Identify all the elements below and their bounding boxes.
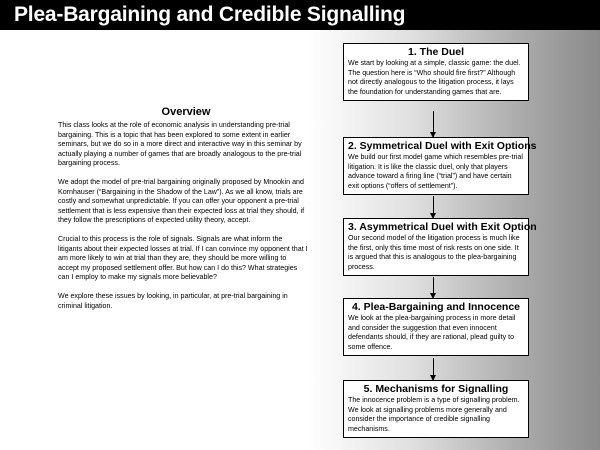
step-title-2: 2. Symmetrical Duel with Exit Options — [348, 140, 537, 152]
overview-paragraph-3: Crucial to this process is the role of signals. Signals are what inform the litigants about their expected losses at trial. If I can convince my opponent that I am more likely to win at trial than they are, they should be more willing to accept my proposed settlement offer. But how can I do this? What strategies can I employ to make my signals more believable? — [58, 234, 308, 282]
step-title-5: 5. Mechanisms for Signalling — [363, 383, 509, 395]
step-title-1: 1. The Duel — [407, 46, 464, 58]
step-title-4: 4. Plea-Bargaining and Innocence — [351, 301, 521, 313]
overview-section — [58, 106, 308, 320]
step-box-5 — [343, 380, 529, 438]
overview-paragraph-1: This class looks at the role of economic analysis in understanding pre-trial bargaining. This is a topic that has been explored to some extent in earlier seminars, but we do so in a more direct and interactive way in this seminar by actually playing a number of games that are broadly analogous to the pre-trial bargaining process. — [58, 121, 302, 168]
flow-arrow-2 — [433, 196, 434, 218]
step-text-3: Our second model of the litigation process is much like the first, only this time most of risk rests on one side. It is argued that this is analogous to the plea-bargaining process. — [348, 234, 520, 271]
overview-paragraph-2: We adopt the model of pre-trial bargaining originally proposed by Mnookin and Kornhauser (“Bargaining in the Shadow of the Law”). As we all know, trials are costly and somewhat unpredictable. If you can offer your opponent a pre-trial settlement that is less expensive than their expected loss at trial they should, if they follow the prescriptions of expected utility theory, accept. — [58, 177, 305, 225]
title-bar — [0, 0, 600, 30]
flow-arrow-4 — [433, 358, 434, 380]
page-title: Plea-Bargaining and Credible Signalling — [14, 3, 406, 26]
step-text-1: We start by looking at a simple, classic game: the duel. The question here is “Who should fire first?” Although not directly analogous to the litigation process, it lays the foundation for understanding games that are. — [348, 59, 521, 96]
step-box-2 — [343, 137, 537, 195]
overview-paragraph-4: We explore these issues by looking, in particular, at pre-trial bargaining in criminal litigation. — [58, 291, 288, 310]
step-box-4 — [343, 298, 529, 356]
step-text-2: We build our first model game which resembles pre-trial litigation. It is like the classic duel, only that players advance toward a firing line (“trial”) and have certain exit options (“offers of settlement”). — [348, 153, 523, 190]
flow-arrow-1 — [433, 111, 434, 137]
step-title-3: 3. Asymmetrical Duel with Exit Option — [348, 221, 537, 233]
step-text-5: The innocence problem is a type of signalling problem. We look at signalling problems more generally and consider the importance of credible signalling mechanisms. — [348, 396, 520, 433]
step-box-1 — [343, 43, 529, 101]
flow-arrow-3 — [433, 277, 434, 298]
step-text-4: We look at the plea-bargaining process in more detail and consider the suggestion that even innocent defendants should, if they are rational, plead guilty to some offence. — [348, 314, 516, 351]
step-box-3 — [343, 218, 537, 276]
overview-heading: Overview — [161, 106, 211, 118]
